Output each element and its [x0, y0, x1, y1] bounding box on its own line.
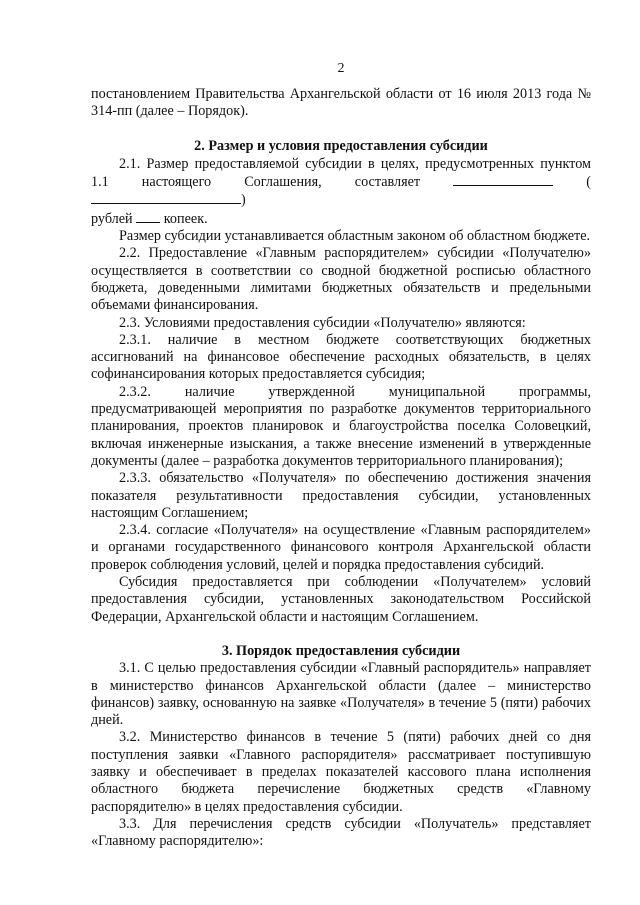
- paragraph-3-2: 3.2. Министерство финансов в течение 5 (пяти) рабочих дней со дня поступления заявки «Главного распорядителя» рассматривает поступившую заявку и обеспечивает в пределах показателей кассового плана исполнения областного бюджета перечисление бюджетных средств «Главному распорядителю» в целях предоставления субсидии.: [91, 729, 591, 815]
- paragraph-2-1-text: 2.1. Размер предоставляемой субсидии в целях, предусмотренных пунктом 1.1 настоящего Соглашения, составляет: [91, 155, 591, 191]
- rubles-label: рублей: [91, 210, 133, 227]
- amount-words-blank: [91, 191, 241, 204]
- paragraph-grant-conditions: Субсидия предоставляется при соблюдении «Получателем» условий предоставления субсидии, установленных законодательством Российской Федерации, Архангельской области и настоящим Соглашением.: [91, 574, 591, 625]
- kopecks-blank: [136, 210, 160, 223]
- paragraph-2-3-2: 2.3.2. наличие утвержденной муниципальной программы, предусматривающей мероприятия по разработке документов территориального планирования, проектов планировок и благоустройства поселка Соловецкий, включая инженерные изыскания, а также внесение изменений в утвержденные документы (далее – разработка документов территориального планирования);: [91, 383, 591, 469]
- page-number: 2: [337, 61, 345, 76]
- section-3-heading: 3. Порядок предоставления субсидии: [221, 642, 461, 659]
- paragraph-2-3: 2.3. Условиями предоставления субсидии «Получателю» являются:: [119, 314, 526, 331]
- paragraph-3-1: 3.1. С целью предоставления субсидии «Главный распорядитель» направляет в министерство финансов Архангельской области (далее – министерство финансов) заявку, основанную на заявке «Получателя» в течение 5 (пяти) рабочих дней.: [91, 660, 591, 729]
- paragraph-2-3-3: 2.3.3. обязательство «Получателя» по обеспечению достижения значения показателя результативности предоставления субсидии, установленных настоящим Соглашением;: [91, 470, 591, 521]
- intro-paragraph: постановлением Правительства Архангельской области от 16 июля 2013 года № 314-пп (далее – Порядок).: [91, 86, 591, 120]
- section-2-heading: 2. Размер и условия предоставления субсидии: [194, 137, 488, 154]
- close-paren: ): [241, 192, 246, 209]
- open-paren: (: [586, 174, 592, 191]
- paragraph-3-3: 3.3. Для перечисления средств субсидии «Получатель» представляет «Главному распорядителю»:: [91, 815, 591, 850]
- kopecks-label: копеек.: [163, 210, 208, 227]
- paragraph-2-2: 2.2. Предоставление «Главным распорядителем» субсидии «Получателю» осуществляется в соответствии со сводной бюджетной росписью областного бюджета, доведенными лимитами бюджетных обязательств и предельными объемами финансирования.: [91, 245, 591, 314]
- paragraph-2-3-1: 2.3.1. наличие в местном бюджете соответствующих бюджетных ассигнований на финансовое обеспечение расходных обязательств, в целях софинансирования которых предоставляется субсидия;: [91, 331, 591, 383]
- document-body: [91, 86, 591, 850]
- paragraph-2-1: [91, 156, 591, 228]
- amount-digits-blank: [453, 173, 553, 186]
- paragraph-2-3-4: 2.3.4. согласие «Получателя» на осуществление «Главным распорядителем» и органами государственного финансового контроля Архангельской области проверок соблюдения условий, целей и порядка предоставления субсидий.: [91, 522, 591, 573]
- paragraph-subsidy-size: Размер субсидии устанавливается областным законом об областном бюджете.: [119, 228, 591, 245]
